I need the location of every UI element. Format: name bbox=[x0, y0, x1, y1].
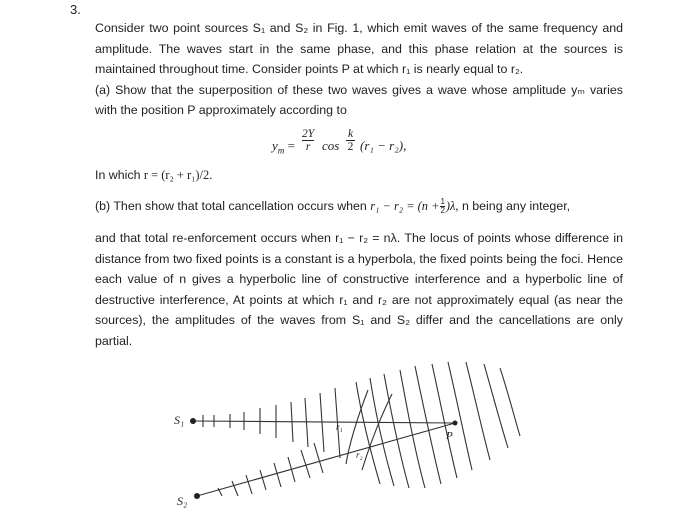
amplitude-equation bbox=[272, 128, 472, 162]
r1-label: r₁ bbox=[336, 422, 343, 432]
part-b-paragraph: and that total re-enforcement occurs when r₁ − r₂ = nλ. The locus of points whose difference in distance from two fixed points is a constant is a hyperbola, the fixed points being the foci. Hence each value of n gives a hyperbolic line of constructive interference and a hyperbolic line of destructive interference, At points at which r₁ and r₂ are not approximately equal (as near the sources), the amplitudes of the waves from S₁ and S₂ differ and the cancellations are only partial. bbox=[95, 231, 623, 348]
equation-lhs: $y_m$ = bbox=[272, 138, 295, 156]
part-a-text: (a) Show that the superposition of these two waves gives a wave whose amplitude yₘ varies with the position P approximately according to bbox=[95, 82, 623, 118]
question-number: 3. bbox=[70, 2, 81, 17]
wave-figure bbox=[0, 360, 700, 523]
equation-fraction-2y-over-r: 2Y r bbox=[302, 128, 315, 153]
r2-label: r₂ bbox=[356, 450, 363, 460]
intro-text: Consider two point sources S₁ and S₂ in Fig. 1, which emit waves of the same frequency and amplitude. The waves start in the same phase, and this phase relation at the sources is maintained throughout time. Consider points P at which r₁ is nearly equal to r₂. bbox=[95, 21, 623, 77]
s2-label: S₂ bbox=[177, 494, 188, 508]
equation-tail: (r₁ − r₂), bbox=[360, 138, 407, 153]
equation-cos: cos bbox=[322, 138, 340, 153]
figure-lines bbox=[193, 362, 520, 496]
problem-statement bbox=[95, 18, 623, 121]
r2-line bbox=[197, 423, 455, 496]
equation-fraction-k-over-2: k 2 bbox=[347, 128, 354, 153]
p-label: P bbox=[446, 430, 453, 442]
part-b-line: (b) Then show that total cancellation occurs when r₁ − r₂ = (n + $\frac{1}{2}$ )λ, n being any integer, bbox=[95, 197, 571, 215]
s1-label: S₁ bbox=[174, 413, 185, 427]
source-s2-dot bbox=[194, 493, 200, 499]
point-p-dot bbox=[453, 421, 458, 426]
source-s1-dot bbox=[190, 418, 196, 424]
half-fraction: $\frac{1}{2}$ bbox=[440, 197, 445, 215]
definition-of-r: In which r = (r₂ + r₁)/2. bbox=[95, 168, 213, 182]
r1-line bbox=[193, 421, 455, 423]
